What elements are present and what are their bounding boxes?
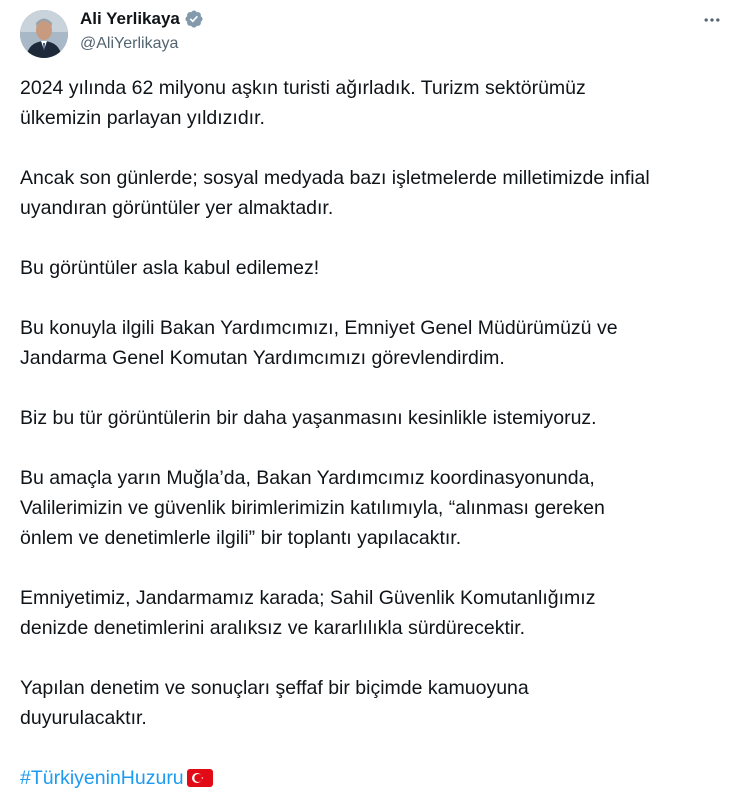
author-display-name[interactable]: Ali Yerlikaya bbox=[80, 9, 180, 28]
tweet-paragraph: Biz bu tür görüntülerin bir daha yaşanmasını kesinlikle istemiyoruz. bbox=[20, 407, 597, 429]
tweet-paragraph: Bu amaçla yarın Muğla’da, Bakan Yardımcımız koordinasyonunda, Valilerimizin ve güvenlik birimlerimizin katılımıyla, “alınması gereken önlem ve denetimlerle ilgili” bir toplantı yapılacaktır. bbox=[20, 467, 605, 549]
author-name-row[interactable] bbox=[80, 9, 204, 29]
tweet-paragraph: Bu konuyla ilgili Bakan Yardımcımızı, Emniyet Genel Müdürümüzü ve Jandarma Genel Komutan Yardımcımızı görevlendirdim. bbox=[20, 317, 618, 369]
tweet-paragraph: Bu görüntüler asla kabul edilemez! bbox=[20, 257, 320, 279]
verified-badge-icon bbox=[184, 9, 204, 29]
more-horizontal-icon bbox=[702, 10, 722, 30]
hashtag-link[interactable]: #TürkiyeninHuzuru bbox=[20, 767, 184, 789]
turkey-flag-icon bbox=[187, 768, 213, 788]
author-handle[interactable]: @AliYerlikaya bbox=[80, 35, 179, 52]
tweet-text bbox=[20, 73, 730, 793]
avatar[interactable] bbox=[20, 10, 68, 58]
tweet-paragraph: 2024 yılında 62 milyonu aşkın turisti ağırladık. Turizm sektörümüz ülkemizin parlayan yıldızıdır. bbox=[20, 77, 586, 129]
tweet-paragraph: Ancak son günlerde; sosyal medyada bazı işletmelerde milletimizde infial uyandıran görüntüler yer almaktadır. bbox=[20, 167, 650, 219]
tweet-paragraph: Emniyetimiz, Jandarmamız karada; Sahil Güvenlik Komutanlığımız denizde denetimlerini aralıksız ve kararlılıkla sürdürecektir. bbox=[20, 587, 596, 639]
more-options-button[interactable] bbox=[697, 8, 727, 32]
hashtag-line bbox=[20, 763, 730, 793]
tweet-paragraph: Yapılan denetim ve sonuçları şeffaf bir biçimde kamuoyuna duyurulacaktır. bbox=[20, 677, 529, 729]
